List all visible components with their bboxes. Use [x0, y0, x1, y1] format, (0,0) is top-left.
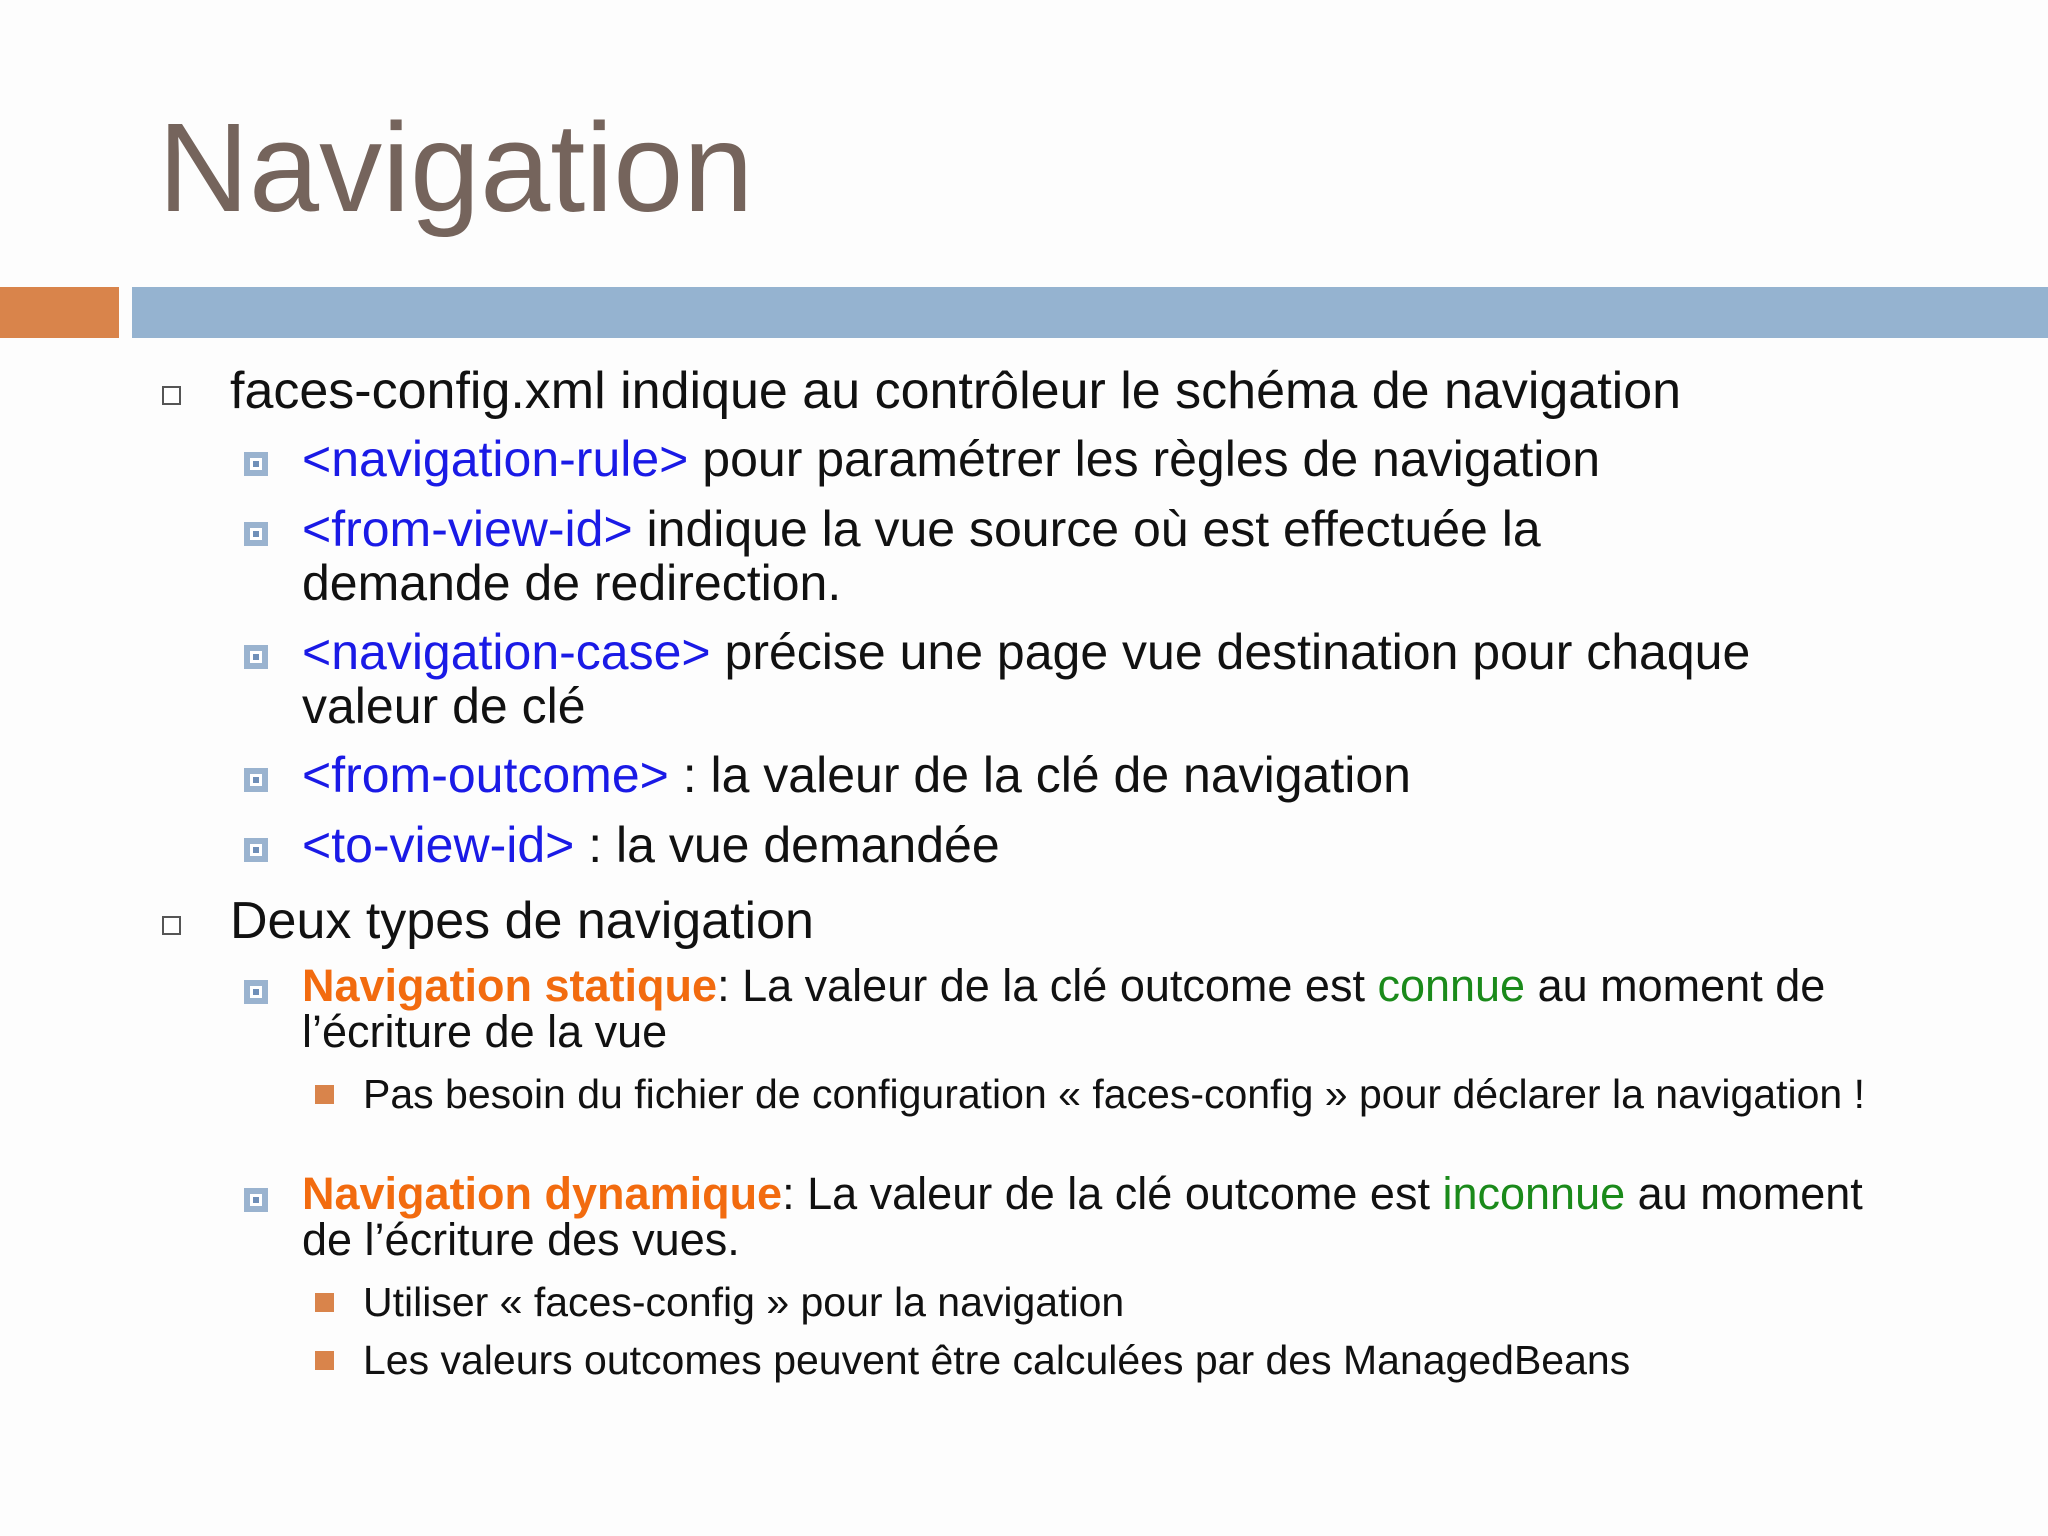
bullet-navigation-dynamique — [302, 1168, 1892, 1265]
square-bullet-icon — [315, 1085, 334, 1104]
highlight-word: connue — [1377, 960, 1526, 1011]
square-bullet-icon — [315, 1293, 334, 1312]
square-bullet-icon — [244, 838, 268, 862]
bullet-text: : la valeur de la clé de navigation — [668, 747, 1411, 803]
square-bullet-icon — [244, 980, 268, 1004]
square-bullet-icon — [244, 645, 268, 669]
bullet-to-view-id — [302, 818, 2002, 872]
square-bullet-icon — [244, 768, 268, 792]
accent-bar — [0, 287, 119, 338]
highlight-word: inconnue — [1442, 1168, 1626, 1219]
bullet-text: au moment de l’écriture des vues. — [302, 1168, 1863, 1265]
square-bullet-icon — [162, 386, 181, 405]
bullet-les-valeurs: Les valeurs outcomes peuvent être calculées par des ManagedBeans — [363, 1337, 1631, 1383]
square-bullet-icon — [162, 916, 181, 935]
bullet-from-outcome — [302, 748, 2002, 802]
bullet-navigation-rule — [302, 432, 2002, 486]
square-bullet-icon — [244, 522, 268, 546]
bullet-text: précise une page vue destination pour chaque valeur de clé — [302, 624, 1751, 734]
highlight-label: Navigation statique — [302, 960, 718, 1011]
bullet-text: : La valeur de la clé outcome est — [717, 960, 1378, 1011]
highlight-label: Navigation dynamique — [302, 1168, 783, 1219]
xml-tag: <navigation-rule> — [302, 431, 689, 487]
xml-tag: <to-view-id> — [302, 817, 575, 873]
square-bullet-icon — [244, 1188, 268, 1212]
square-bullet-icon — [315, 1351, 334, 1370]
bullet-text: indique la vue source où est effectuée la demande de redirection. — [302, 501, 1541, 611]
xml-tag: <from-view-id> — [302, 501, 633, 557]
bullet-text: au moment de l’écriture de la vue — [302, 960, 1826, 1057]
square-bullet-icon — [244, 452, 268, 476]
bullet-navigation-statique — [302, 960, 1942, 1057]
bullet-faces-config: faces-config.xml indique au contrôleur le schéma de navigation — [230, 362, 1682, 420]
bullet-utiliser: Utiliser « faces-config » pour la navigation — [363, 1279, 1125, 1325]
xml-tag: <from-outcome> — [302, 747, 669, 803]
bullet-navigation-case — [302, 625, 1782, 733]
bullet-from-view-id — [302, 502, 1752, 610]
slide-title: Navigation — [158, 97, 754, 238]
bullet-text: : la vue demandée — [574, 817, 1000, 873]
bullet-deux-types: Deux types de navigation — [230, 892, 814, 950]
bullet-text: : La valeur de la clé outcome est — [782, 1168, 1443, 1219]
bullet-text: pour paramétrer les règles de navigation — [688, 431, 1601, 487]
bullet-pas-besoin: Pas besoin du fichier de configuration « faces-config » pour déclarer la navigation ! — [363, 1071, 1865, 1117]
title-divider-bar — [132, 287, 2048, 338]
xml-tag: <navigation-case> — [302, 624, 711, 680]
